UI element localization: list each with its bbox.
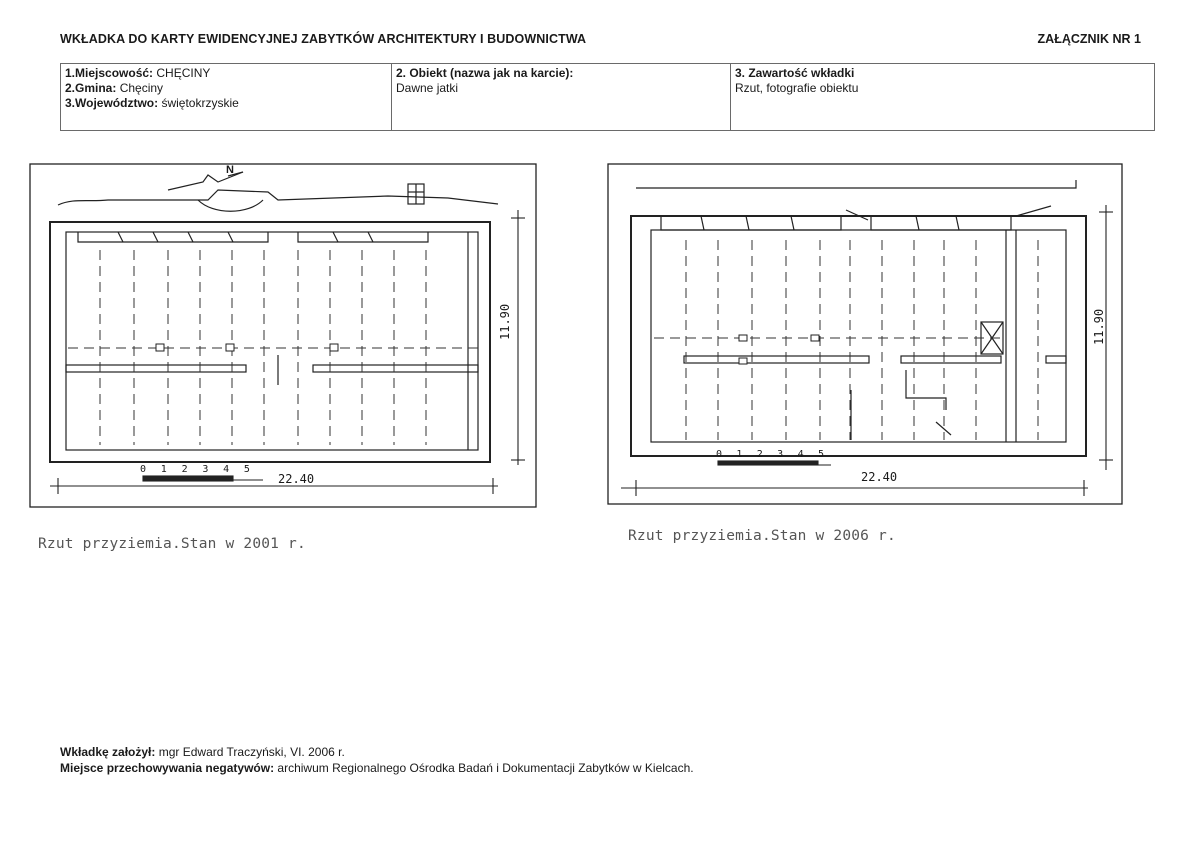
- dimension-height: 11.90: [498, 303, 512, 340]
- voivodeship-value: świętokrzyskie: [161, 96, 239, 110]
- voivodeship-label: 3.Województwo:: [65, 96, 159, 110]
- scale-tick: 5: [243, 464, 250, 475]
- negatives-row: [60, 760, 694, 776]
- floor-plan-2001-drawing: [28, 160, 540, 510]
- author-value: mgr Edward Traczyński, VI. 2006 r.: [158, 745, 345, 759]
- floor-plan-2006-drawing: [606, 160, 1126, 510]
- scale-tick: 0: [716, 449, 723, 460]
- north-arrow-label: N: [226, 164, 234, 176]
- contents-cell: [731, 64, 1155, 131]
- object-label: 2. Obiekt (nazwa jak na karcie):: [396, 66, 574, 80]
- scale-tick: 3: [777, 449, 784, 460]
- scale-ticks: [140, 464, 250, 475]
- scale-tick: 1: [160, 464, 167, 475]
- commune-label: 2.Gmina:: [65, 81, 117, 95]
- locality-label: 1.Miejscowość:: [65, 66, 154, 80]
- dimension-width: 22.40: [278, 472, 315, 486]
- scale-tick: 2: [756, 449, 763, 460]
- scale-tick: 4: [797, 449, 804, 460]
- scale-tick: 4: [223, 464, 230, 475]
- dimension-width: 22.40: [861, 470, 898, 484]
- scale-tick: 5: [817, 449, 824, 460]
- scale-tick: 2: [181, 464, 188, 475]
- footer: [60, 744, 694, 776]
- scale-tick: 1: [736, 449, 743, 460]
- dimension-height: 11.90: [1092, 308, 1106, 345]
- document-title: WKŁADKA DO KARTY EWIDENCYJNEJ ZABYTKÓW ARCHITEKTURY I BUDOWNICTWA: [60, 32, 587, 46]
- annex-number: ZAŁĄCZNIK NR 1: [1037, 32, 1141, 46]
- author-label: Wkładkę założył:: [60, 745, 156, 759]
- floor-plan-2006: [606, 160, 1126, 510]
- location-cell: [61, 64, 392, 131]
- locality-value: CHĘCINY: [156, 66, 211, 80]
- scale-tick: 3: [202, 464, 209, 475]
- scale-tick: 0: [140, 464, 147, 475]
- locality-row: [65, 66, 387, 81]
- negatives-label: Miejsce przechowywania negatywów:: [60, 761, 275, 775]
- object-value: Dawne jatki: [396, 81, 459, 95]
- floor-plan-2001: [28, 160, 540, 510]
- object-cell: [392, 64, 731, 131]
- commune-row: [65, 81, 387, 96]
- negatives-value: archiwum Regionalnego Ośrodka Badań i Dokumentacji Zabytków w Kielcach.: [277, 761, 694, 775]
- contents-label: 3. Zawartość wkładki: [735, 66, 855, 80]
- voivodeship-row: [65, 96, 387, 111]
- scale-ticks: [716, 449, 824, 460]
- caption-2006: Rzut przyziemia.Stan w 2006 r.: [628, 528, 896, 544]
- commune-value: Chęciny: [119, 81, 164, 95]
- contents-value: Rzut, fotografie obiektu: [735, 81, 859, 95]
- author-row: [60, 744, 694, 760]
- caption-2001: Rzut przyziemia.Stan w 2001 r.: [38, 536, 306, 552]
- info-table: [60, 63, 1155, 131]
